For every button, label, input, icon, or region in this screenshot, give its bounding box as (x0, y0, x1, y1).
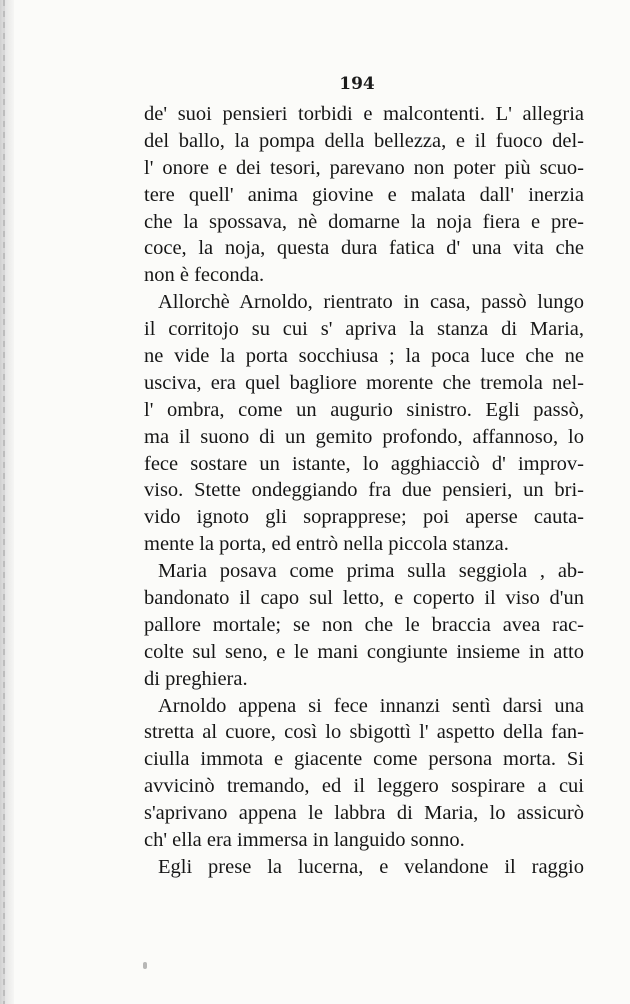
text-line: de' suoi pensieri torbidi e malcontenti. L' allegria (144, 103, 584, 125)
text-line: del ballo, la pompa della bellezza, e il fuoco del- (144, 129, 584, 152)
text-line: ma il suono di un gemito profondo, affannoso, lo (144, 425, 584, 448)
text-line: Egli prese la lucerna, e velandone il raggio (158, 855, 584, 878)
text-line: s'aprivano appena le labbra di Maria, lo assicurò (144, 802, 584, 825)
text-line: fece sostare un istante, lo agghiacciò d' improv- (144, 452, 584, 475)
text-line: stretta al cuore, così lo sbigottì l' aspetto della fan- (144, 721, 584, 744)
text-line: bandonato il capo sul letto, e coperto il viso d'un (144, 587, 584, 610)
text-line: tere quell' anima giovine e malata dall' inerzia (144, 183, 584, 206)
text-line: ch' ella era immersa in languido sonno. (144, 829, 465, 852)
page-binding-edge (0, 0, 14, 1004)
text-line: pallore mortale; se non che le braccia avea rac- (144, 613, 584, 636)
text-line: non è feconda. (144, 264, 265, 287)
text-line: ciulla immota e giacente come persona morta. Si (144, 748, 584, 771)
text-line: ne vide la porta socchiusa ; la poca luce che ne (144, 345, 584, 368)
paper-speck (143, 962, 147, 969)
text-line: Arnoldo appena si fece innanzi sentì darsi una (158, 694, 584, 717)
text-line: Allorchè Arnoldo, rientrato in casa, passò lungo (158, 291, 584, 314)
text-line: vido ignoto gli soprapprese; poi aperse cauta- (144, 506, 584, 529)
text-line: mente la porta, ed entrò nella piccola stanza. (144, 533, 509, 556)
text-line: l' ombra, come un augurio sinistro. Egli passò, (144, 398, 584, 421)
text-line: usciva, era quel bagliore morente che tremola nel- (144, 371, 584, 394)
text-line: Maria posava come prima sulla seggiola , ab- (158, 560, 584, 583)
text-line: viso. Stette ondeggiando fra due pensieri, un bri- (144, 479, 584, 502)
text-line: coce, la noja, questa dura fatica d' una vita che (144, 237, 584, 260)
text-line: di preghiera. (144, 667, 248, 690)
page-number: 194 (339, 74, 375, 94)
body-text (144, 101, 584, 881)
text-line: il corritojo su cui s' apriva la stanza di Maria, (144, 318, 584, 341)
text-line: avvicinò tremando, ed il leggero sospirare a cui (144, 775, 584, 798)
text-line: l' onore e dei tesori, parevano non poter più scuo- (144, 156, 584, 179)
text-line: che la spossava, nè domarne la noja fiera e pre- (144, 210, 584, 233)
text-line: colte sul seno, e le mani congiunte insieme in atto (144, 640, 584, 663)
